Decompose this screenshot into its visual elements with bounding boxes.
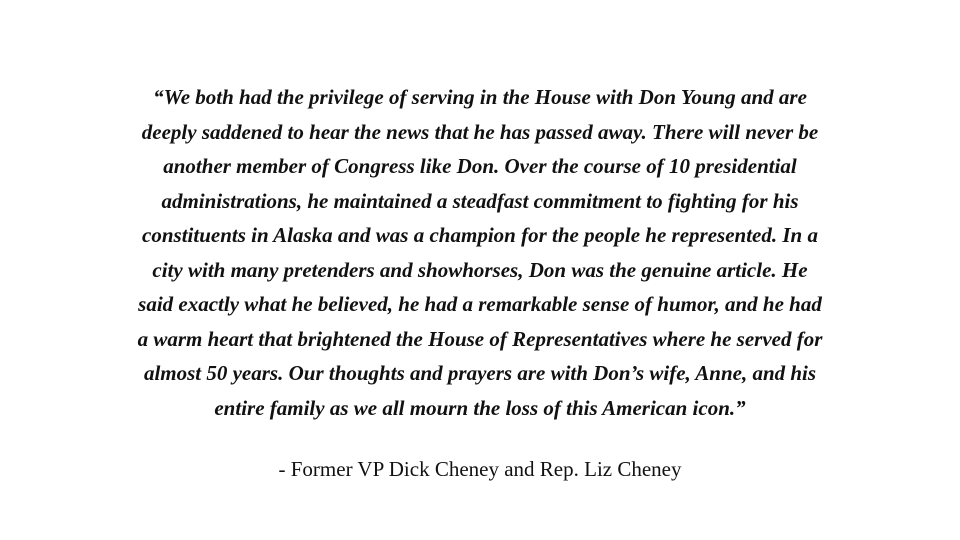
attribution-text: - Former VP Dick Cheney and Rep. Liz Cheney	[278, 457, 682, 481]
quote-text: “We both had the privilege of serving in the House with Don Young and are deeply saddened to hear the news that he has passed away. There will never be another member of Congress like Don. Over the course of 10 presidential administrations, he maintained a steadfast commitment to fighting for his constituents in Alaska and was a champion for the people he represented. In a city with many pretenders and showhorses, Don was the genuine article. He said exactly what he believed, he had a remarkable sense of humor, and he had a warm heart that brightened the House of Representatives where he served for almost 50 years. Our thoughts and prayers are with Don’s wife, Anne, and his entire family as we all mourn the loss of this American icon.”	[137, 85, 823, 420]
